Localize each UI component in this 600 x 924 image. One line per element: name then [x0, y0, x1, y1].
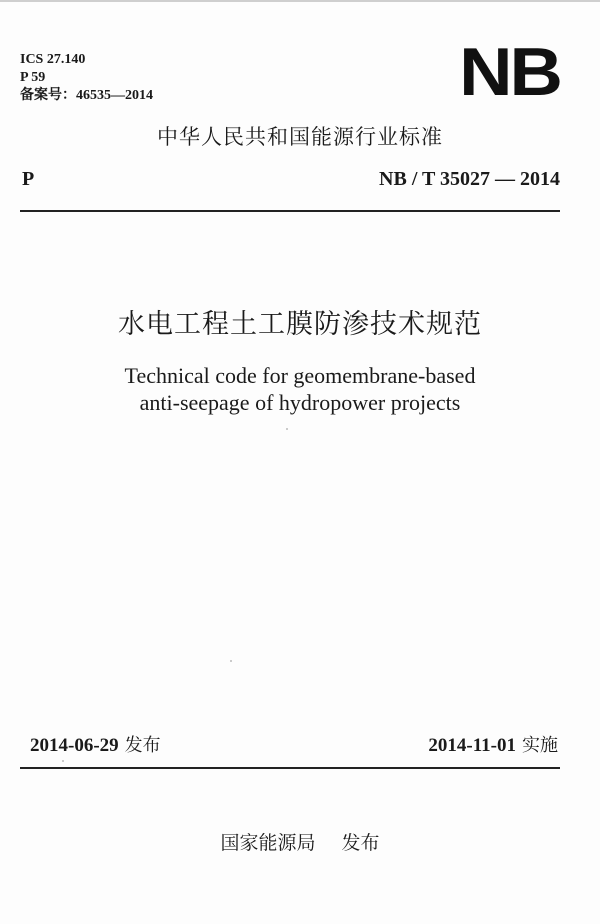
scan-speck: [286, 428, 288, 430]
implement-date: 2014-11-01: [428, 735, 516, 756]
header-metadata: [20, 51, 153, 105]
implement-label: 实施: [522, 735, 558, 756]
publish-label: 发布: [124, 735, 161, 756]
nb-logo: NB: [459, 33, 560, 110]
industry-standard-title: 中华人民共和国能源行业标准: [157, 125, 443, 149]
publisher-name: 国家能源局: [220, 832, 316, 854]
classification-code: P: [22, 168, 35, 190]
publish-date-block: [30, 734, 161, 758]
publisher-action: 发布: [341, 832, 380, 854]
classification-code-small: P 59: [20, 70, 46, 85]
title-english: [0, 362, 600, 416]
bottom-divider: [20, 767, 560, 769]
scan-speck: [62, 760, 64, 762]
scan-speck: [230, 660, 232, 662]
publisher-block: [0, 830, 600, 856]
top-divider: [20, 210, 560, 212]
implement-date-block: [428, 734, 558, 758]
title-chinese: 水电工程土工膜防渗技术规范: [118, 309, 482, 340]
record-number: 备案号：46535—2014: [20, 88, 153, 103]
publish-date: 2014-06-29: [30, 735, 119, 756]
title-english-line-1: Technical code for geomembrane-based: [124, 363, 476, 388]
scan-top-edge: [0, 0, 600, 2]
title-english-line-2: anti-seepage of hydropower projects: [139, 390, 461, 415]
standard-number: NB / T 35027 — 2014: [379, 168, 560, 190]
ics-code: ICS 27.140: [20, 52, 86, 67]
